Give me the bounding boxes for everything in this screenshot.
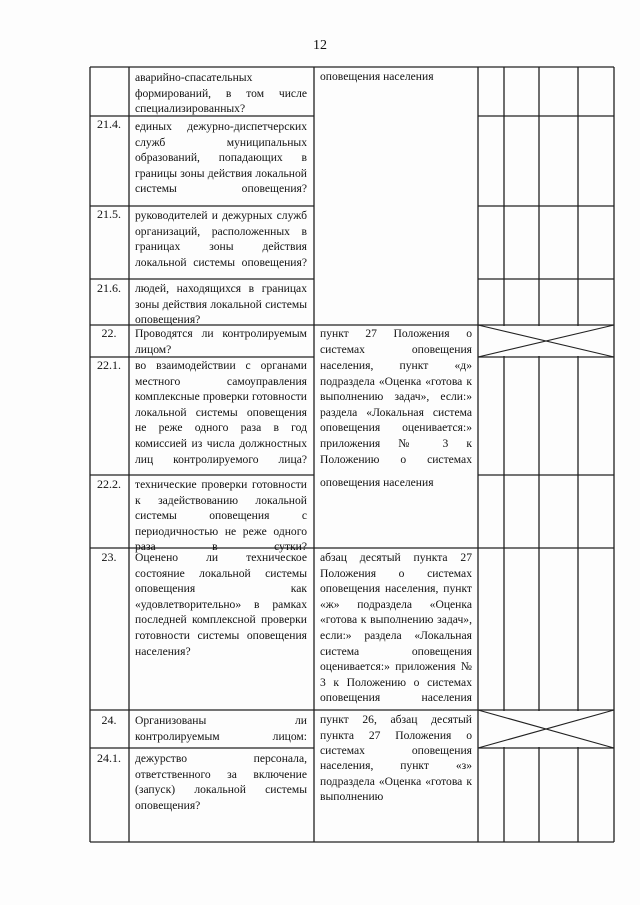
legal-basis-text: населения, пункт «з» подраздела «Оценка «готова к выполнению — [320, 759, 472, 804]
question-text: людей, находящихся в границах зоны действия локальной системы оповещения? — [135, 282, 307, 327]
question-text: во взаимодействии с органами местного самоуправления комплексные проверки готовности локальной системы оповещения не реже одного раза в год комиссией из числа должностных лиц контролируемого лица? — [135, 359, 307, 466]
legal-basis-text: пункт 27 Положения о системах оповещения — [320, 327, 472, 356]
question-text: единых дежурно-диспетчерских служб муниципальных образований, попадающих в границы зоны действия локальной системы оповещения? — [135, 120, 307, 196]
question-text: технические проверки готовности к задействованию локальной системы оповещения с периодичностью не реже одного раза в сутки? — [135, 478, 307, 554]
row-number: 21.5. — [97, 207, 121, 221]
question-text: Организованы ли контролируемым лицом: — [135, 714, 307, 743]
row-number: 21.6. — [97, 281, 121, 295]
row-number: 21.4. — [97, 117, 121, 131]
question-text: руководителей и дежурных служб организаций, расположенных в границах зоны действия локальной системы оповещения? — [135, 209, 307, 269]
question-text: аварийно-спасательных формирований, в том числе специализированных? — [135, 71, 307, 116]
row-number: 24. — [101, 713, 117, 727]
legal-basis-text: оповещения населения — [320, 70, 434, 83]
row-number: 22.1. — [97, 358, 121, 372]
question-text: Оценено ли техническое состояние локальной системы оповещения как «удовлетворительно» в рамках последней комплексной проверки готовности системы оповещения населения? — [135, 551, 307, 658]
page-number: 12 — [313, 38, 327, 53]
legal-basis-text: оповещения населения — [320, 476, 434, 489]
legal-basis-text: населения, пункт «д» подраздела «Оценка «готова к выполнению задач», если:» раздела «Локальная система оповещения оценивается:» приложения № 3 к Положению о системах — [320, 359, 472, 466]
row-number: 22. — [101, 326, 117, 340]
question-text: Проводятся ли контролируемым лицом? — [135, 327, 307, 356]
row-number: 24.1. — [97, 751, 121, 765]
row-number: 23. — [101, 550, 117, 564]
question-text: дежурство персонала, ответственного за включение (запуск) локальной системы оповещения? — [135, 752, 307, 812]
legal-basis-text: абзац десятый пункта 27 Положения о системах оповещения населения, пункт «ж» подраздела «Оценка «готова к выполнению задач», если:» раздела «Локальная система оповещения оценивается:» приложения № 3 к Положению о системах оповещения населения — [320, 551, 472, 705]
legal-basis-text: пункт 26, абзац десятый пункта 27 Положения о системах оповещения — [320, 713, 472, 758]
row-number: 22.2. — [97, 477, 121, 491]
